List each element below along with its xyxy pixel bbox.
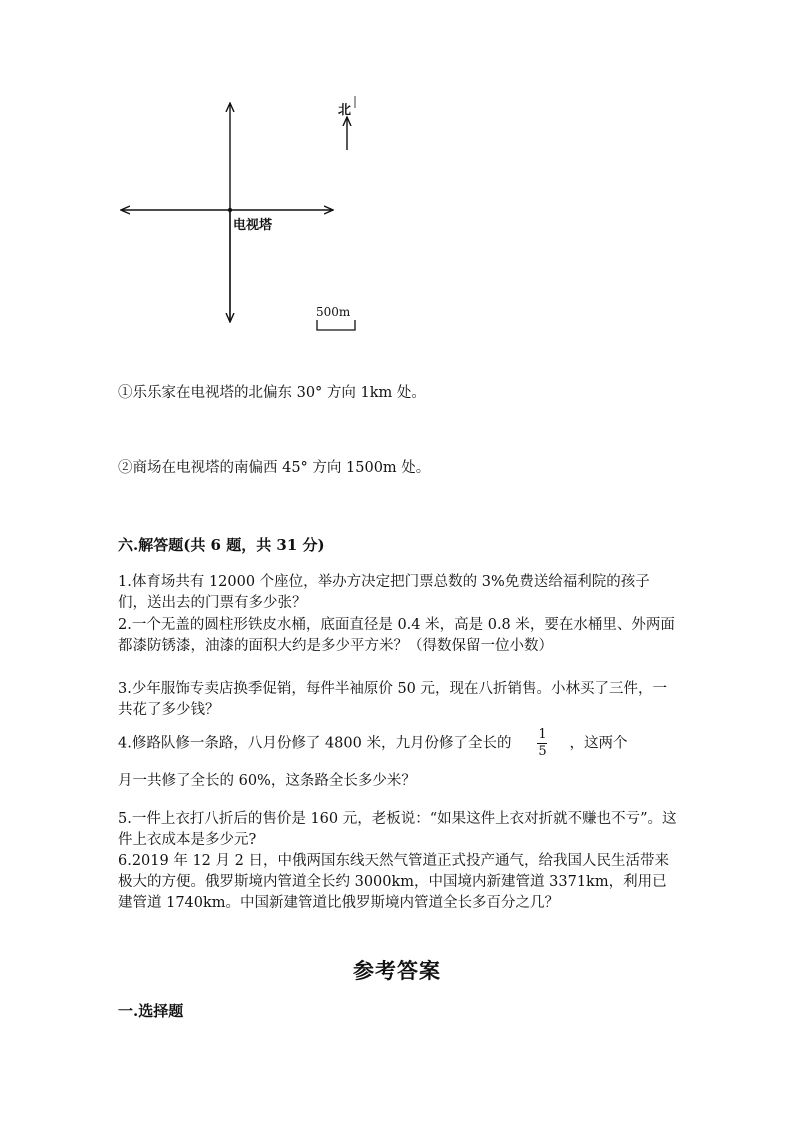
center-point bbox=[228, 208, 232, 212]
answer-section-1-heading: 一.选择题 bbox=[118, 1002, 184, 1020]
answer-title: 参考答案 bbox=[353, 958, 441, 983]
item-1: ①乐乐家在电视塔的北偏东 30° 方向 1km 处。 bbox=[118, 385, 426, 401]
section-6-heading: 六.解答题(共 6 题，共 31 分) bbox=[118, 536, 325, 554]
question-4-line-1 bbox=[118, 728, 627, 759]
center-label: 电视塔 bbox=[233, 218, 273, 233]
question-4-text: 4.修路队修一条路，八月份修了 4800 米，九月份修了全长的 bbox=[118, 735, 512, 752]
question-3: 3.少年服饰专卖店换季促销，每件半袖原价 50 元，现在八折销售。小林买了三件，一共花了多少钱？ bbox=[118, 681, 668, 718]
question-6: 6.2019 年 12 月 2 日，中俄两国东线天然气管道正式投产通气，给我国人民生活带来极大的方便。俄罗斯境内管道全长约 3000km，中国境内新建管道 3371km，利用已建管道 1740km。中国新建管道比俄罗斯境内管道全长多百分之几？ bbox=[118, 853, 669, 911]
question-1: 1.体育场共有 12000 个座位，举办方决定把门票总数的 3%免费送给福利院的孩子们，送出去的门票有多少张？ bbox=[118, 574, 650, 611]
question-2: 2.一个无盖的圆柱形铁皮水桶，底面直径是 0.4 米，高是 0.8 米，要在水桶里、外两面都漆防锈漆，油漆的面积大约是多少平方米？（得数保留一位小数） bbox=[118, 617, 675, 654]
fraction-one-fifth bbox=[537, 728, 547, 759]
fraction-numerator: 1 bbox=[538, 727, 547, 742]
direction-diagram bbox=[110, 92, 390, 342]
scale-bar bbox=[317, 320, 355, 330]
question-4-line-2: 月一共修了全长的 60%，这条路全长多少米？ bbox=[118, 773, 416, 789]
scale-label: 500m bbox=[316, 305, 351, 319]
fraction-denominator: 5 bbox=[538, 744, 547, 759]
north-label: 北 bbox=[338, 103, 352, 118]
item-2: ②商场在电视塔的南偏西 45° 方向 1500m 处。 bbox=[118, 460, 431, 476]
question-5: 5.一件上衣打八折后的售价是 160 元，老板说：“如果这件上衣对折就不赚也不亏”。这件上衣成本是多少元? bbox=[118, 811, 677, 848]
question-4-text-end: ，这两个 bbox=[569, 735, 628, 752]
